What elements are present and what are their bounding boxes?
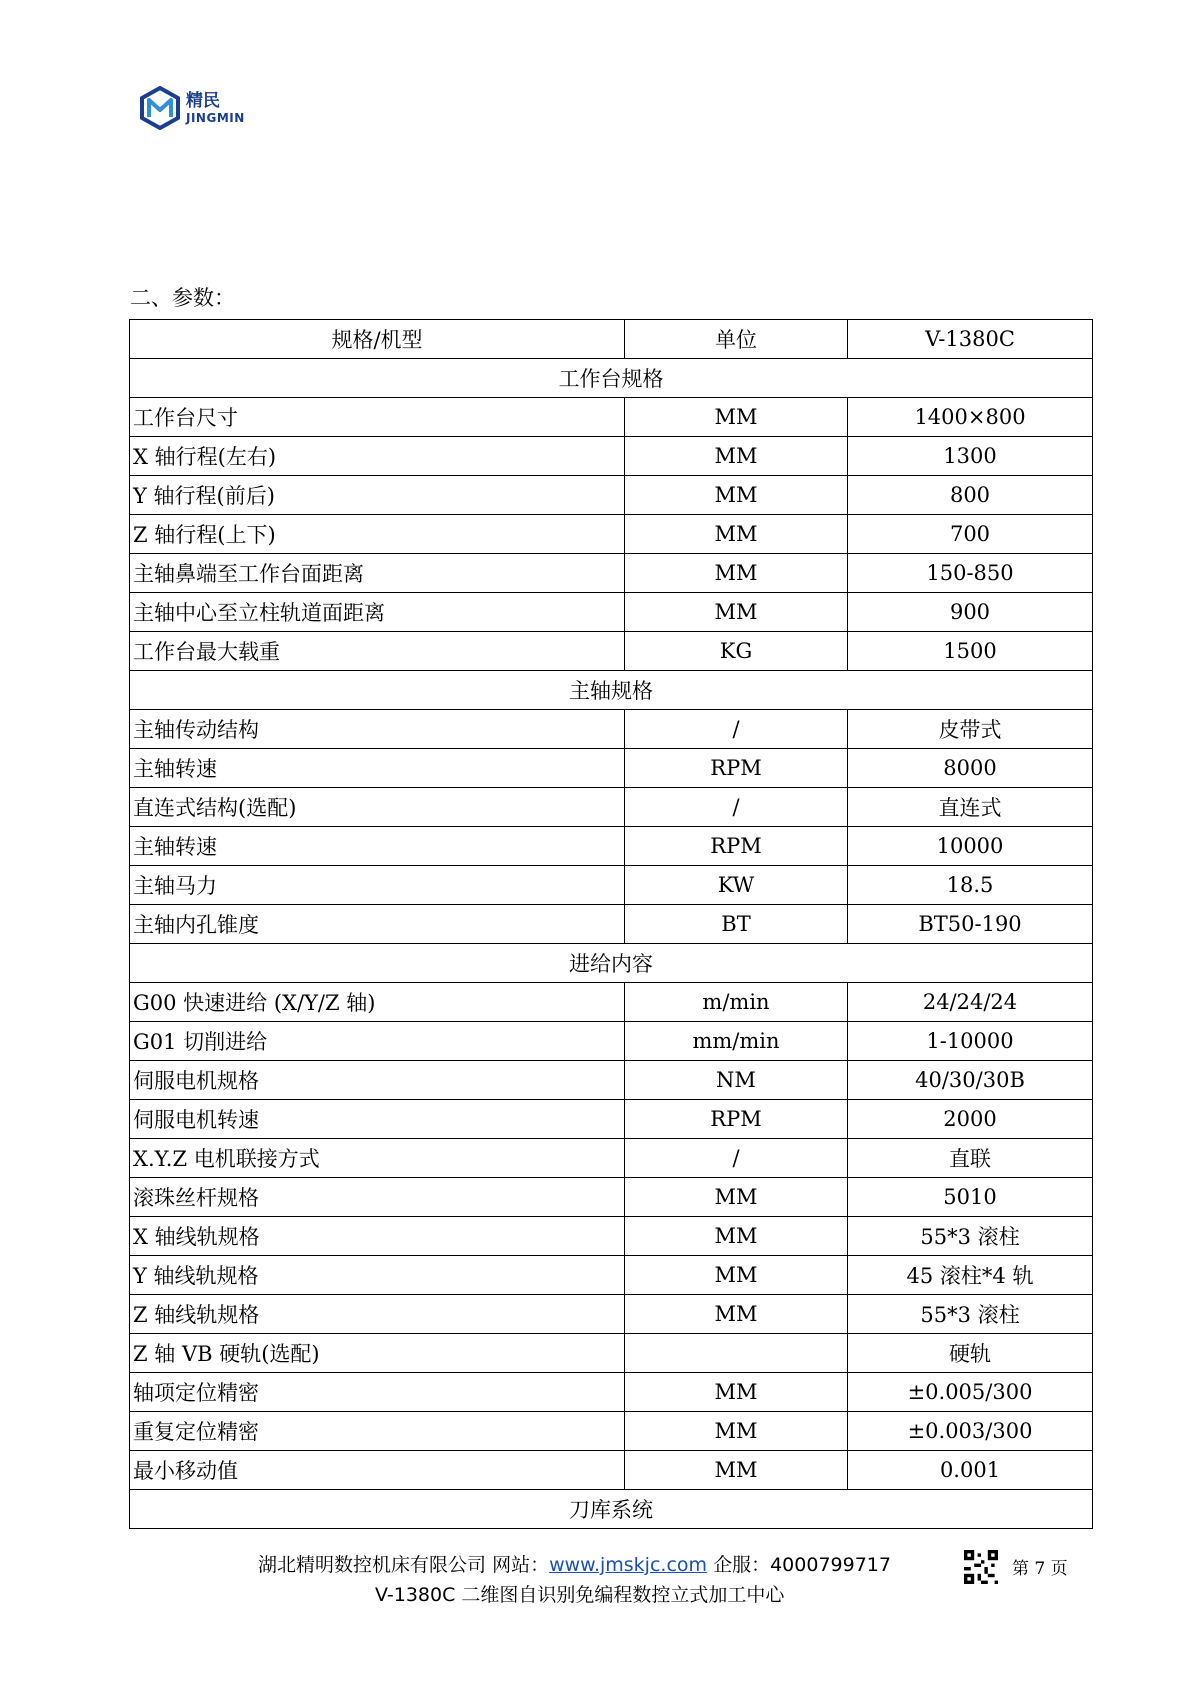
- cell-value: 700: [848, 515, 1093, 554]
- cell-spec: 主轴鼻端至工作台面距离: [130, 554, 625, 593]
- table-row: [130, 1100, 1093, 1139]
- table-row: [130, 476, 1093, 515]
- cell-unit: [625, 1334, 848, 1373]
- cell-value: 直连式: [848, 788, 1093, 827]
- section-title-row: [130, 944, 1093, 983]
- table-row: [130, 788, 1093, 827]
- cell-value: ±0.003/300: [848, 1412, 1093, 1451]
- cell-value: 150-850: [848, 554, 1093, 593]
- cell-unit: MM: [625, 1256, 848, 1295]
- section-title: 工作台规格: [130, 359, 1093, 398]
- cell-value: 40/30/30B: [848, 1061, 1093, 1100]
- footer-company: 湖北精明数控机床有限公司: [258, 1554, 487, 1576]
- cell-value: ±0.005/300: [848, 1373, 1093, 1412]
- cell-unit: RPM: [625, 1100, 848, 1139]
- table-row: [130, 554, 1093, 593]
- cell-value: 8000: [848, 749, 1093, 788]
- table-row: [130, 1178, 1093, 1217]
- table-row: [130, 905, 1093, 944]
- cell-value: 10000: [848, 827, 1093, 866]
- table-row: [130, 866, 1093, 905]
- company-logo: [138, 86, 245, 130]
- cell-spec: 主轴转速: [130, 827, 625, 866]
- cell-value: BT50-190: [848, 905, 1093, 944]
- cell-value: 45 滚柱*4 轨: [848, 1256, 1093, 1295]
- cell-unit: MM: [625, 1295, 848, 1334]
- table-row: [130, 1373, 1093, 1412]
- table-row: [130, 710, 1093, 749]
- cell-unit: MM: [625, 1217, 848, 1256]
- cell-unit: MM: [625, 398, 848, 437]
- cell-spec: 滚珠丝杆规格: [130, 1178, 625, 1217]
- section-title-row: [130, 1490, 1093, 1529]
- table-row: [130, 398, 1093, 437]
- spec-table: [129, 319, 1093, 1529]
- table-row: [130, 1451, 1093, 1490]
- cell-spec: 主轴内孔锥度: [130, 905, 625, 944]
- cell-unit: BT: [625, 905, 848, 944]
- footer-site-label: 网站：: [492, 1554, 550, 1576]
- table-row: [130, 1334, 1093, 1373]
- cell-value: 18.5: [848, 866, 1093, 905]
- cell-spec: Z 轴行程(上下): [130, 515, 625, 554]
- cell-unit: NM: [625, 1061, 848, 1100]
- table-row: [130, 437, 1093, 476]
- page-number: 第 7 页: [1012, 1559, 1068, 1579]
- footer-subtitle: V-1380C 二维图自识别免编程数控立式加工中心: [375, 1584, 785, 1606]
- cell-spec: Y 轴行程(前后): [130, 476, 625, 515]
- cell-value: 皮带式: [848, 710, 1093, 749]
- cell-unit: RPM: [625, 827, 848, 866]
- section-title: 进给内容: [130, 944, 1093, 983]
- table-row: [130, 1139, 1093, 1178]
- footer-contact: [258, 1550, 891, 1577]
- cell-value: 硬轨: [848, 1334, 1093, 1373]
- cell-spec: G00 快速进给 (X/Y/Z 轴): [130, 983, 625, 1022]
- cell-spec: 工作台尺寸: [130, 398, 625, 437]
- cell-spec: 主轴传动结构: [130, 710, 625, 749]
- cell-spec: Y 轴线轨规格: [130, 1256, 625, 1295]
- cell-unit: MM: [625, 1373, 848, 1412]
- cell-unit: mm/min: [625, 1022, 848, 1061]
- cell-unit: /: [625, 710, 848, 749]
- cell-value: 1500: [848, 632, 1093, 671]
- logo-name-cn: 精民: [186, 90, 220, 111]
- cell-unit: MM: [625, 593, 848, 632]
- table-row: [130, 1412, 1093, 1451]
- header-model: V-1380C: [848, 320, 1093, 359]
- footer-service-label: 企服：: [713, 1554, 771, 1576]
- footer-site-link[interactable]: www.jmskjc.com: [549, 1554, 708, 1576]
- table-row: [130, 1295, 1093, 1334]
- cell-value: 5010: [848, 1178, 1093, 1217]
- table-row: [130, 632, 1093, 671]
- cell-spec: 伺服电机规格: [130, 1061, 625, 1100]
- cell-value: 1-10000: [848, 1022, 1093, 1061]
- cell-spec: 主轴马力: [130, 866, 625, 905]
- cell-spec: 主轴转速: [130, 749, 625, 788]
- cell-spec: X 轴行程(左右): [130, 437, 625, 476]
- table-row: [130, 515, 1093, 554]
- cell-value: 55*3 滚柱: [848, 1217, 1093, 1256]
- table-row: [130, 1061, 1093, 1100]
- cell-spec: 轴项定位精密: [130, 1373, 625, 1412]
- cell-value: 900: [848, 593, 1093, 632]
- cell-value: 55*3 滚柱: [848, 1295, 1093, 1334]
- table-row: [130, 1217, 1093, 1256]
- cell-spec: X.Y.Z 电机联接方式: [130, 1139, 625, 1178]
- cell-unit: RPM: [625, 749, 848, 788]
- cell-unit: MM: [625, 515, 848, 554]
- cell-value: 24/24/24: [848, 983, 1093, 1022]
- table-row: [130, 1022, 1093, 1061]
- cell-value: 0.001: [848, 1451, 1093, 1490]
- header-spec: 规格/机型: [130, 320, 625, 359]
- table-row: [130, 983, 1093, 1022]
- cell-value: 直联: [848, 1139, 1093, 1178]
- cell-unit: MM: [625, 1412, 848, 1451]
- cell-unit: MM: [625, 1178, 848, 1217]
- section-title-row: [130, 359, 1093, 398]
- cell-unit: MM: [625, 437, 848, 476]
- cell-unit: KG: [625, 632, 848, 671]
- cell-spec: G01 切削进给: [130, 1022, 625, 1061]
- table-row: [130, 827, 1093, 866]
- footer-service-phone: 4000799717: [770, 1554, 891, 1576]
- jingmin-logo-icon: [138, 86, 182, 130]
- cell-spec: Z 轴 VB 硬轨(选配): [130, 1334, 625, 1373]
- table-header-row: [130, 320, 1093, 359]
- cell-spec: Z 轴线轨规格: [130, 1295, 625, 1334]
- cell-spec: 重复定位精密: [130, 1412, 625, 1451]
- table-row: [130, 749, 1093, 788]
- section-title: 主轴规格: [130, 671, 1093, 710]
- cell-unit: MM: [625, 1451, 848, 1490]
- cell-unit: /: [625, 788, 848, 827]
- cell-spec: 伺服电机转速: [130, 1100, 625, 1139]
- cell-spec: 主轴中心至立柱轨道面距离: [130, 593, 625, 632]
- cell-value: 1400×800: [848, 398, 1093, 437]
- cell-value: 2000: [848, 1100, 1093, 1139]
- header-unit: 单位: [625, 320, 848, 359]
- cell-spec: 最小移动值: [130, 1451, 625, 1490]
- cell-unit: MM: [625, 476, 848, 515]
- table-row: [130, 593, 1093, 632]
- cell-spec: 工作台最大载重: [130, 632, 625, 671]
- section-heading: 二、参数：: [130, 286, 235, 310]
- table-row: [130, 1256, 1093, 1295]
- cell-unit: MM: [625, 554, 848, 593]
- cell-value: 800: [848, 476, 1093, 515]
- cell-value: 1300: [848, 437, 1093, 476]
- cell-unit: m/min: [625, 983, 848, 1022]
- section-title-row: [130, 671, 1093, 710]
- cell-unit: /: [625, 1139, 848, 1178]
- qr-code-icon: [964, 1550, 998, 1584]
- logo-name-en: JINGMIN: [186, 110, 245, 125]
- section-title: 刀库系统: [130, 1490, 1093, 1529]
- cell-unit: KW: [625, 866, 848, 905]
- spec-table-body: [130, 320, 1093, 1529]
- cell-spec: X 轴线轨规格: [130, 1217, 625, 1256]
- cell-spec: 直连式结构(选配): [130, 788, 625, 827]
